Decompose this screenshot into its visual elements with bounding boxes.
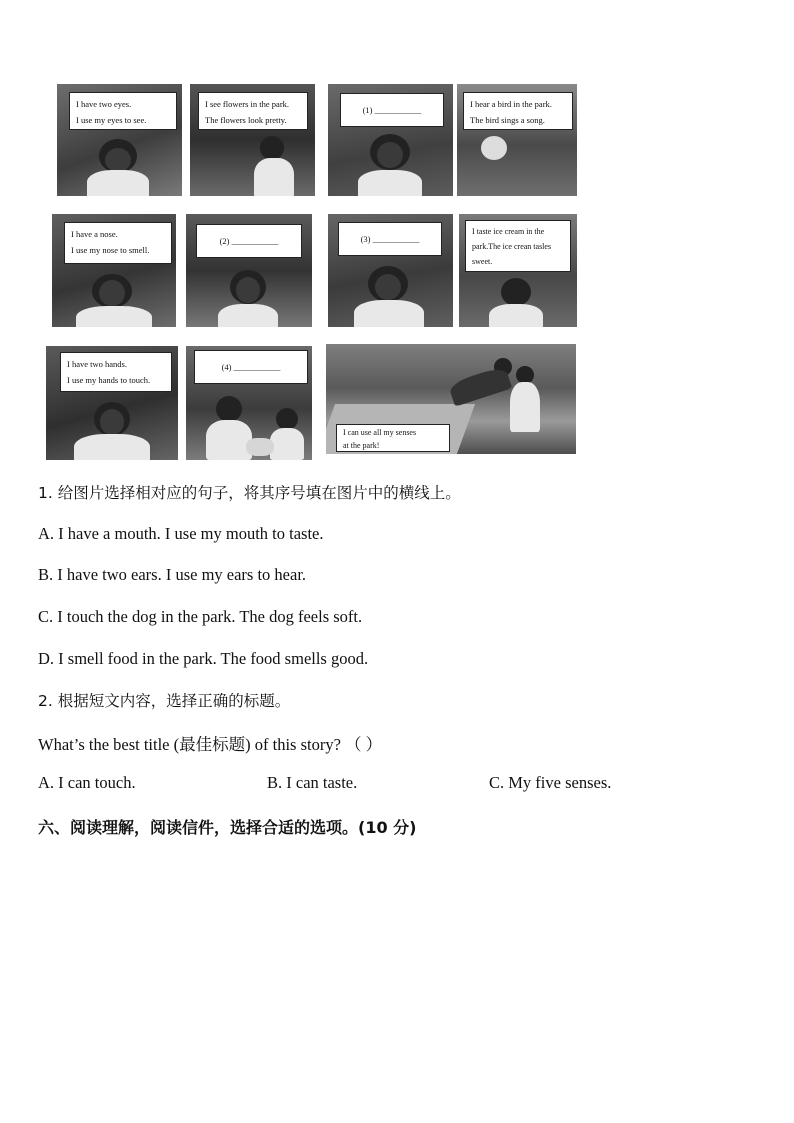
blank-3-answer-line[interactable]: (3) ___________ [360,234,420,244]
option-b-sentence: B. I have two ears. I use my ears to hear. [38,565,307,584]
caption-line: I use my hands to touch. [67,375,151,385]
dog-shape [246,438,274,456]
caption-line: I use my nose to smell. [71,245,150,255]
caption-line: I taste ice cream in the [472,227,545,236]
caption-line: I have two hands. [67,359,127,369]
panel-all-senses [326,344,576,454]
panel-blank-4 [186,346,312,460]
bird-shape [481,136,507,160]
title-option-b[interactable]: B. I can taste. [267,773,358,792]
panel-nose [52,214,176,327]
question-1-instruction: 1. 给图片选择相对应的句子，将其序号填在图片中的横线上。 [38,484,461,502]
caption-line: sweet. [472,257,493,266]
panel-bird [457,84,577,196]
caption-line: The flowers look pretty. [205,115,287,125]
option-a-sentence: A. I have a mouth. I use my mouth to taste. [38,524,324,543]
question-2-prompt: What’s the best title (最佳标题) of this story? （ ） [38,735,383,754]
panel-hands [46,346,178,460]
panel-blank-3 [328,214,453,327]
panel-flowers [190,84,315,196]
blank-2-answer-line[interactable]: (2) ___________ [219,236,279,246]
caption-line: The bird sings a song. [470,115,545,125]
title-option-c[interactable]: C. My five senses. [489,773,612,792]
caption-line: I have a nose. [71,229,118,239]
title-option-a[interactable]: A. I can touch. [38,773,136,792]
question-2-instruction: 2. 根据短文内容，选择正确的标题。 [38,692,291,710]
section-6-heading: 六、阅读理解，阅读信件，选择合适的选项。(10 分) [38,818,417,837]
panel-blank-1 [328,84,453,196]
caption-line: I see flowers in the park. [205,99,290,109]
blank-4-answer-line[interactable]: (4) ___________ [221,362,281,372]
caption-line: I use my eyes to see. [76,115,147,125]
caption-line: I have two eyes. [76,99,132,109]
panel-ice-cream [459,214,577,327]
panel-blank-2 [186,214,312,327]
panel-eyes [57,84,182,196]
caption-line: I can use all my senses [343,428,417,437]
caption-line: at the park! [343,441,380,450]
option-c-sentence: C. I touch the dog in the park. The dog feels soft. [38,607,363,626]
caption-line: park.The ice crean tasles [472,242,552,251]
option-d-sentence: D. I smell food in the park. The food smells good. [38,649,369,668]
blank-1-answer-line[interactable]: (1) ___________ [362,105,422,115]
caption-line: I hear a bird in the park. [470,99,552,109]
